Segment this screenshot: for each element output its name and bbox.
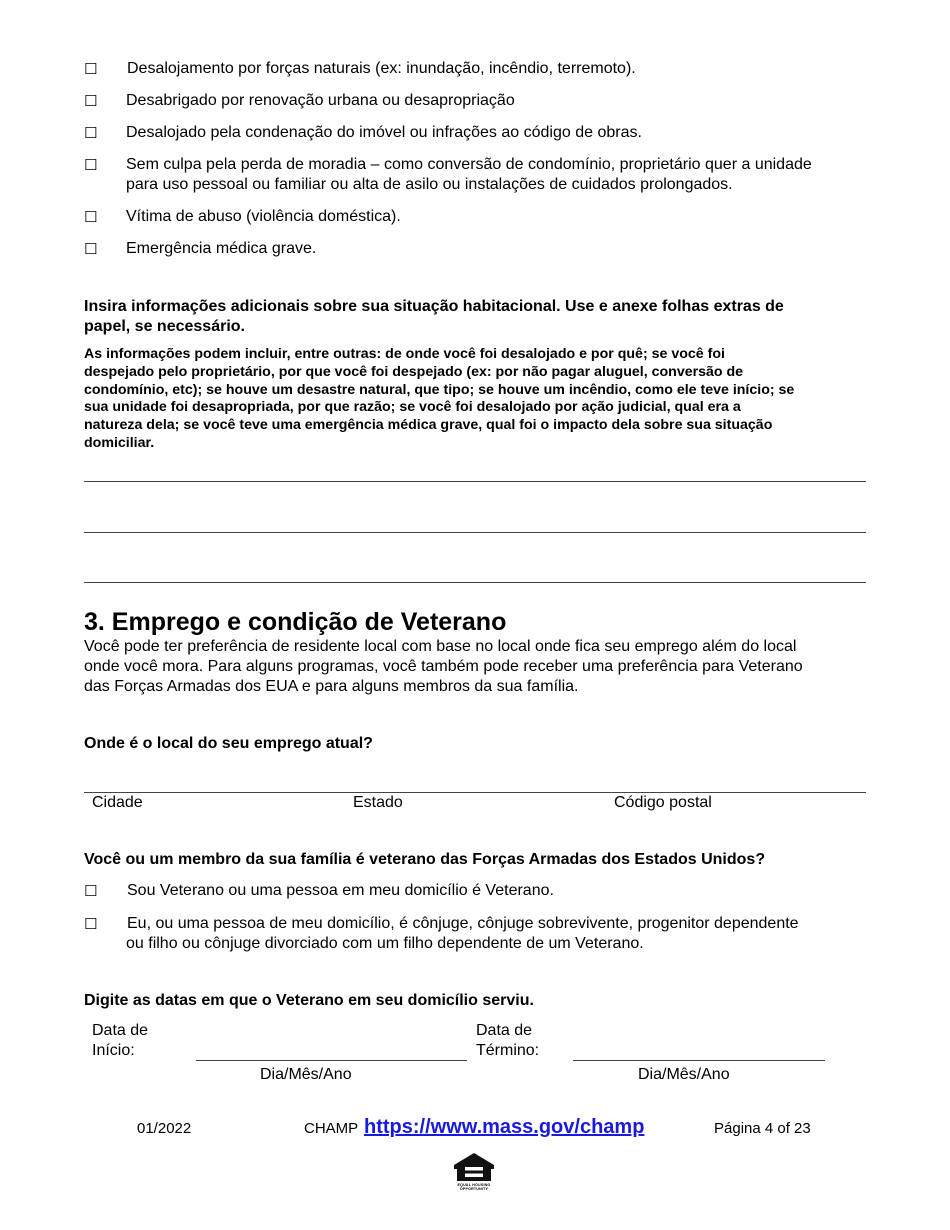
hint-line: As informações podem incluir, entre outras: de onde você foi desalojado e por quê; se você foi (84, 346, 725, 362)
end-date-label-line1: Data de (476, 1022, 533, 1039)
option-condemnation: Desalojado pela condenação do imóvel ou infrações ao código de obras. (126, 124, 642, 141)
section-3-intro (84, 637, 803, 697)
service-dates-question: Digite as datas em que o Veterano em seu domicílio serviu. (84, 992, 534, 1009)
checkbox-abuse[interactable]: ☐ (84, 208, 98, 226)
additional-info-heading-line1: Insira informações adicionais sobre sua situação habitacional. Use e anexe folhas extras de (84, 298, 784, 315)
footer-date: 01/2022 (137, 1120, 192, 1137)
checkbox-condemnation[interactable]: ☐ (84, 124, 98, 142)
hint-line: condomínio, etc); se houve um desastre natural, que tipo; se houve um incêndio, como ele teve início; se (84, 381, 795, 398)
start-date-field[interactable] (196, 1060, 467, 1061)
checkbox-veteran-family[interactable]: ☐ (84, 915, 98, 933)
start-date-label (92, 1021, 148, 1061)
additional-info-heading (84, 297, 784, 337)
end-date-format: Dia/Mês/Ano (638, 1066, 730, 1083)
start-date-label-line1: Data de (92, 1022, 149, 1039)
footer-program: CHAMP (304, 1120, 359, 1137)
option-urban-renewal: Desabrigado por renovação urbana ou desapropriação (126, 92, 515, 109)
checkbox-natural-forces[interactable]: ☐ (84, 60, 98, 78)
checkbox-veteran[interactable]: ☐ (84, 882, 98, 900)
state-label: Estado (353, 794, 403, 811)
equal-housing-logo (450, 1150, 498, 1194)
option-veteran-family-line1: Eu, ou uma pessoa de meu domicílio, é cônjuge, cônjuge sobrevivente, progenitor dependente (127, 915, 799, 932)
end-date-field[interactable] (573, 1060, 825, 1061)
equal-housing-text: EQUAL HOUSING OPPORTUNITY (457, 1183, 491, 1192)
option-no-fault-line1: Sem culpa pela perda de moradia – como conversão de condomínio, proprietário quer a unidade (126, 156, 812, 173)
additional-info-line-2[interactable] (84, 532, 866, 533)
additional-info-heading-line2: papel, se necessário. (84, 318, 245, 335)
additional-info-line-3[interactable] (84, 582, 866, 583)
employment-question: Onde é o local do seu emprego atual? (84, 735, 373, 752)
hint-line: sua unidade foi desapropriada, por que razão; se você foi desalojado por ação judicial, qual era a (84, 399, 741, 416)
additional-info-hint (84, 346, 794, 453)
end-date-label-line2: Término: (476, 1042, 540, 1059)
employment-location-field[interactable] (84, 792, 866, 793)
end-date-label (476, 1021, 539, 1061)
city-label: Cidade (92, 794, 143, 811)
checkbox-no-fault[interactable]: ☐ (84, 156, 98, 174)
option-veteran-family-line2: ou filho ou cônjuge divorciado com um filho dependente de um Veterano. (126, 935, 644, 952)
intro-line: onde você mora. Para alguns programas, você também pode receber uma preferência para Veterano (84, 658, 803, 675)
start-date-label-line2: Início: (92, 1042, 135, 1059)
hint-line: domiciliar. (84, 434, 155, 451)
additional-info-line-1[interactable] (84, 481, 866, 482)
option-no-fault-line2: para uso pessoal ou familiar ou alta de asilo ou instalações de cuidados prolongados. (126, 176, 733, 193)
footer-champ-link[interactable]: https://www.mass.gov/champ (364, 1116, 645, 1138)
hint-line: natureza dela; se você teve uma emergência médica grave, qual foi o impacto dela sobre sua situação (84, 417, 773, 434)
start-date-format: Dia/Mês/Ano (260, 1066, 352, 1083)
option-medical: Emergência médica grave. (126, 240, 317, 257)
option-abuse: Vítima de abuso (violência doméstica). (126, 208, 401, 225)
zip-label: Código postal (614, 794, 712, 811)
veteran-question: Você ou um membro da sua família é veterano das Forças Armadas dos Estados Unidos? (84, 851, 766, 868)
option-natural-forces: Desalojamento por forças naturais (ex: inundação, incêndio, terremoto). (127, 60, 636, 77)
checkbox-medical[interactable]: ☐ (84, 240, 98, 258)
intro-line: Você pode ter preferência de residente local com base no local onde fica seu emprego além do local (84, 638, 797, 655)
section-3-title: 3. Emprego e condição de Veterano (84, 608, 507, 636)
intro-line: das Forças Armadas dos EUA e para alguns membros da sua família. (84, 678, 579, 695)
footer-page-number: Página 4 of 23 (714, 1120, 811, 1137)
hint-line: despejado pelo proprietário, por que você foi despejado (ex: por não pagar aluguel, conversão de (84, 363, 744, 380)
option-veteran: Sou Veterano ou uma pessoa em meu domicílio é Veterano. (127, 882, 554, 899)
checkbox-urban-renewal[interactable]: ☐ (84, 92, 98, 110)
